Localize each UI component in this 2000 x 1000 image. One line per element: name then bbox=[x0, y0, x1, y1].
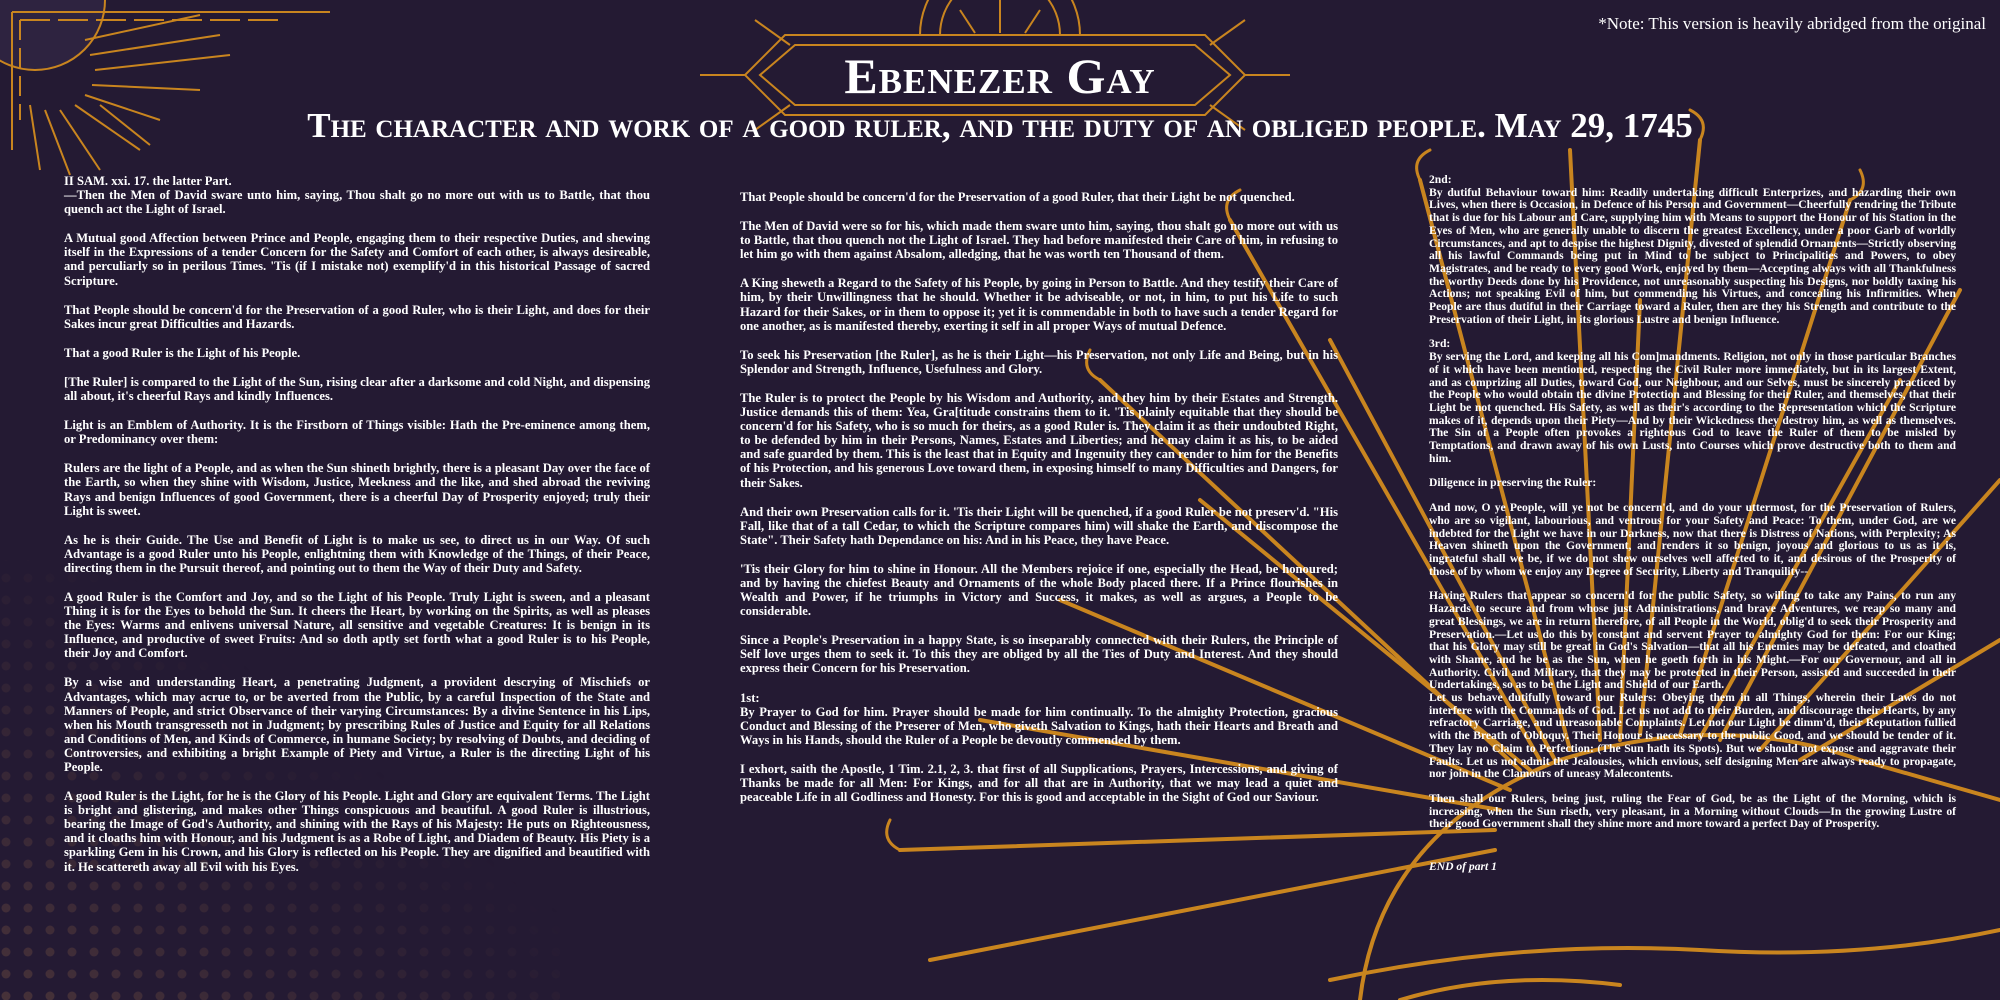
page-title: Ebenezer Gay bbox=[844, 48, 1156, 104]
paragraph: And their own Preservation calls for it. 'Tis their Light will be quenched, if a good Ruler be not preserv'd. "His Fall, like that of a tall Cedar, to which the Scripture compares him) will shake the Earth, and discompose the State". Their Safety hath Dependance on his: And in his Peace, they have Peace. bbox=[740, 504, 1338, 547]
paragraph: Rulers are the light of a People, and as when the Sun shineth brightly, there is a pleasant Day over the face of the Earth, so when they shine with Wisdom, Justice, Meekness and the like, and shed abroad the reviving Rays and benign Influences of good Government, there is a cheerful Day of Prosperity enjoyed; truly their Light is sweet. bbox=[64, 461, 650, 518]
paragraph: Then shall our Rulers, being just, ruling the Fear of God, be as the Light of the Morning, which is increasing, when the Sun riseth, very pleasant, in a Morning without Clouds—In the growing Lustre of their good Government shall they shine more and more toward a perfect Day of Prosperity. bbox=[1429, 791, 1956, 831]
text-column-1 bbox=[64, 174, 650, 889]
paragraph: By a wise and understanding Heart, a penetrating Judgment, a provident descrying of Mischiefs or Advantages, which may acrue to, or be averted from the Public, by a careful Inspection of the State and Manners of People, and strict Observance of their varying Circumstances: By a divine Sentence in his Lips, when his Mouth transgresseth not in Judgment; by prescribing Rules of Justice and Equity for all Relations and Conditions of Men, and Kinds of Commerce, in humane Society; by resolving of Doubts, and deciding of Controversies, and exhibiting a bright Example of Piety and Virtue, a Ruler is the directing Light of his People. bbox=[64, 675, 650, 774]
paragraph: That a good Ruler is the Light of his People. bbox=[64, 345, 301, 360]
paragraph: And now, O ye People, will ye not be concern'd, and do your uttermost, for the Preservation of Rulers, who are so vigilant, labourious, and ventrous for your Safety and Peace: To them, under God, are we indebted for the Light we have in our Darkness, now that there is Distress of Nations, with Perplexity; As Heaven shineth upon the Government, and renders it so benign, joyous and glorious to us as it is, ingrateful shall we be, if we do not shew ourselves well affected to it, and desirous of the Prosperity of those of by whom we enjoy any Degree of Security, Liberty and Tranquility-- bbox=[1429, 501, 1956, 578]
paragraph: Having Rulers that appear so concern'd for the public Safety, so willing to take any Pains, to run any Hazards to secure and from whose just Administrations, and brave Adventures, we reap so many and great Blessings, we are in return therefore, of all People in the World, oblig'd to seek their Prosperity and Preservation.—Let us do this by constant and servent Prayer to almighty God for them: For our King; that his Glory may still be great in God's Salvation—that all his Enemies may be defeated, and cloathed with Shame, and he be as the Sun, when he goeth forth in his Might.—For our Governour, and all in Authority. Civil and Military, that they may be protected in their Person, assisted and succeeded in their Undertakings, so as to be the Light and Shield of our Earth. Let us behave dutifully toward our Rulers: Obeying them in all Things, wherein their Laws do not interfere with the Commands of God. Let us not add to their Burden, and discourage their Hearts, by any refractory Carriage, and unreasonable Complaints. Let not our Light be dimm'd, their Reputation fullied with the Breath of Obloquy. Their Honour is necessary to the public Good, and we should be tender of it. They lay no Claim to Perfection: (The Sun hath its Spots). But we should not expose and aggravate their Faults. Let us not admit the Jealousies, which envious, self designing Men are always ready to propagate, nor join in the Clamours of uneasy Malecontents. bbox=[1429, 589, 1956, 781]
paragraph: As he is their Guide. The Use and Benefit of Light is to make us see, to direct us in our Way. Of such Advantage is a good Ruler unto his People, enlightning them with Knowledge of the Things, of their Peace, directing them in the Pursuit thereof, and pointing out to them the Way of their Duty and Safety. bbox=[64, 532, 650, 575]
paragraph: A good Ruler is the Comfort and Joy, and so the Light of his People. Truly Light is sween, and a pleasant Thing it is for the Eyes to behold the Sun. It cheers the Heart, by working on the Spirits, as well as pleases the Eyes: Warms and enlivens universal Nature, all sensitive and vegetable Creatures: It is benign in its Influence, and productive of sweet Fruits: And so doth aptly set forth what a good Ruler is to his People, their Joy and Comfort. bbox=[64, 589, 650, 661]
paragraph: That People should be concern'd for the Preservation of a good Ruler, who is their Light, and does for their Sakes incur great Difficulties and Hazards. bbox=[64, 302, 650, 331]
paragraph: [The Ruler] is compared to the Light of the Sun, rising clear after a darksome and cold Night, and dispensing all about, it's cheerful Rays and kindly Influences. bbox=[64, 374, 650, 404]
paragraph: 2nd: By dutiful Behaviour toward him: Readily undertaking difficult Enterprizes, and hazarding their own Lives, when there is Occasion, in Defence of his Person and Government—Cheerfully rendring the Tribute that is due for his Labour and Care, supplying him with Means to support the Honour of his Station in the Eyes of Men, who are generally unable to discern the greatest Excellency, under a poor Garb of worldly Circumstances, and apt to despise the highest Dignity, divested of splendid Ornaments—Strictly observing all his lawful Commands being put in Mind to be subject to Principalities and Powers, to obey Magistrates, and be ready to every good Work, enjoyed by them—Accepting always with all Thankfulness the worthy Deeds done by his Providence, not unreasonably suspecting his Designs, nor boldly taxing his Actions; not speaking Evil of him, but commending his Virtues, and concealing his Infirmities. When People are thus dutiful in their Carriage toward a Ruler, then are they his Strength and contribute to the Preservation of their Light, in its glorious Lustre and benign Influence. bbox=[1429, 173, 1956, 326]
end-marker: END of part 1 bbox=[1429, 860, 1497, 874]
paragraph: 3rd: By serving the Lord, and keeping all his Com]mandments. Religion, not only in those particular Branches of it which have been mentioned, respecting the Civil Ruler more immediately, but in its largest Extent, and as comprizing all Duties, toward God, our Neighbour, and our Selves, must be sincerely practiced by the People who would obtain the divine Protection and Blessing for their Ruler, and themselves, that their Light be not quenched. His Safety, as well as their's according to the Representation which the Scripture makes of it, depends upon their Piety—And by their Wickedness they destroy him, as well as themselves. The Sin of a People often provokes a righteous God to leave the Ruler of them to be misled by Temptations, and drawn away of his own Lusts, into Courses which prove destructive both to them and him. bbox=[1429, 337, 1956, 465]
paragraph: A good Ruler is the Light, for he is the Glory of his People. Light and Glory are equivalent Terms. The Light is bright and glistering, and makes other Things conspicuous and beautiful. A good Ruler is illustrious, bearing the Image of God's Authority, and shining with the Rays of his Majesty: He puts on Righteousness, and it cloaths him with Honour, and his Judgment is as a Robe of Light, and Diadem of Beauty. His Piety is a sparkling Gem in his Crown, and his Glory is reflected on his People. They are dignified and beautified with it. He scattereth away all Evil with his Eyes. bbox=[64, 789, 650, 874]
paragraph: 'Tis their Glory for him to shine in Honour. All the Members rejoice if one, especially the Head, be honoured; and by having the chiefest Beauty and Ornaments of the whole Body placed there. If a Prince flourishes in Wealth and Power, if he triumphs in Victory and Success, it makes, as well as argues, a People to be considerable. bbox=[740, 561, 1338, 619]
paragraph: A Mutual good Affection between Prince and People, engaging them to their respective Duties, and shewing itself in the Expressions of a tender Concern for the Safety and Comfort of each other, is always desireable, and perculiarly so in perilous Times. 'Tis (if I mistake not) exemplify'd in this historical Passage of sacred Scripture. bbox=[64, 231, 650, 288]
paragraph: I exhort, saith the Apostle, 1 Tim. 2.1, 2, 3. that first of all Supplications, Prayers, Intercessions, and giving of Thanks be made for all Men: For Kings, and for all that are in Authority, that we may lead a quiet and peaceable Life in all Godliness and Honesty. For this is good and acceptable in the Sight of God our Saviour. bbox=[740, 761, 1338, 805]
paragraph: Light is an Emblem of Authority. It is the Firstborn of Things visible: Hath the Pre-eminence among them, or Predominancy over them: bbox=[64, 418, 650, 447]
text-column-2 bbox=[740, 190, 1338, 819]
paragraph: That People should be concern'd for the Preservation of a good Ruler, that their Light be not quenched. bbox=[740, 190, 1295, 204]
paragraph: 1st: By Prayer to God for him. Prayer should be made for him continually. To the almighty Protection, gracious Conduct and Blessing of the Preserer of Men, who giveth Salvation to Kings, hath their Hearts and Breath and Ways in his Hands, should the Ruler of a People be devoutly commended by them. bbox=[740, 690, 1338, 747]
paragraph: II SAM. xxi. 17. the latter Part. —Then the Men of David sware unto him, saying, Thou shalt go no more out with us to Battle, that thou quench act the Light of Israel. bbox=[64, 174, 650, 217]
abridged-note: *Note: This version is heavily abridged from the original bbox=[1598, 14, 1986, 33]
paragraph: To seek his Preservation [the Ruler], as he is their Light—his Preservation, not only Life and Being, but in his Splendor and Strength, Influence, Usefulness and Glory. bbox=[740, 347, 1338, 376]
paragraph: The Men of David were so for his, which made them sware unto him, saying, thou shalt go no more out with us to Battle, that thou quench not the Light of Israel. They had before manifested their Care of him, in refusing to let him go with them against Absalom, alledging, that he was worth ten Thousand of them. bbox=[740, 219, 1338, 262]
paragraph: A King sheweth a Regard to the Safety of his People, by going in Person to Battle. And they testify their Care of him, by their Unwillingness that he should. Whether it be adviseable, or not, in him, to put his Life to such Hazard for their Sakes, or in them to oppose it; yet it is commendable in both to have such a tender Regard for one another, as is manifested thereby, exerting it self in all proper Ways of mutual Defence. bbox=[740, 276, 1338, 333]
page-subtitle: The character and work of a good ruler, and the duty of an obliged people. May 29, 1745 bbox=[307, 106, 1693, 145]
paragraph: Diligence in preserving the Ruler: bbox=[1429, 476, 1597, 490]
paragraph: Since a People's Preservation in a happy State, is so inseparably connected with their Rulers, the Principle of Self love urges them to seek it. To this they are obliged by all the Ties of Duty and Interest. And they should express their Concern for his Preservation. bbox=[740, 633, 1338, 676]
text-column-3 bbox=[1429, 174, 1956, 886]
paragraph: The Ruler is to protect the People by his Wisdom and Authority, and they him by their Estates and Strength. Justice demands this of them: Yea, Gra[titude constrains them to it. 'Tis plainly equitable that they should be concern'd for his Safety, who is so much for theirs, as a good Ruler is. They claim it as their undoubted Right, to be defended by him in their Persons, Names, Estates and Liberties; and he may claim it as his, to be aided and safe guarded by them. This is the least that in Equity and Ingenuity they can render to him for the Benefits of his Protection, and his generous Love toward them, in exposing himself to many Difficulties and Dangers, for their Sakes. bbox=[740, 390, 1338, 490]
